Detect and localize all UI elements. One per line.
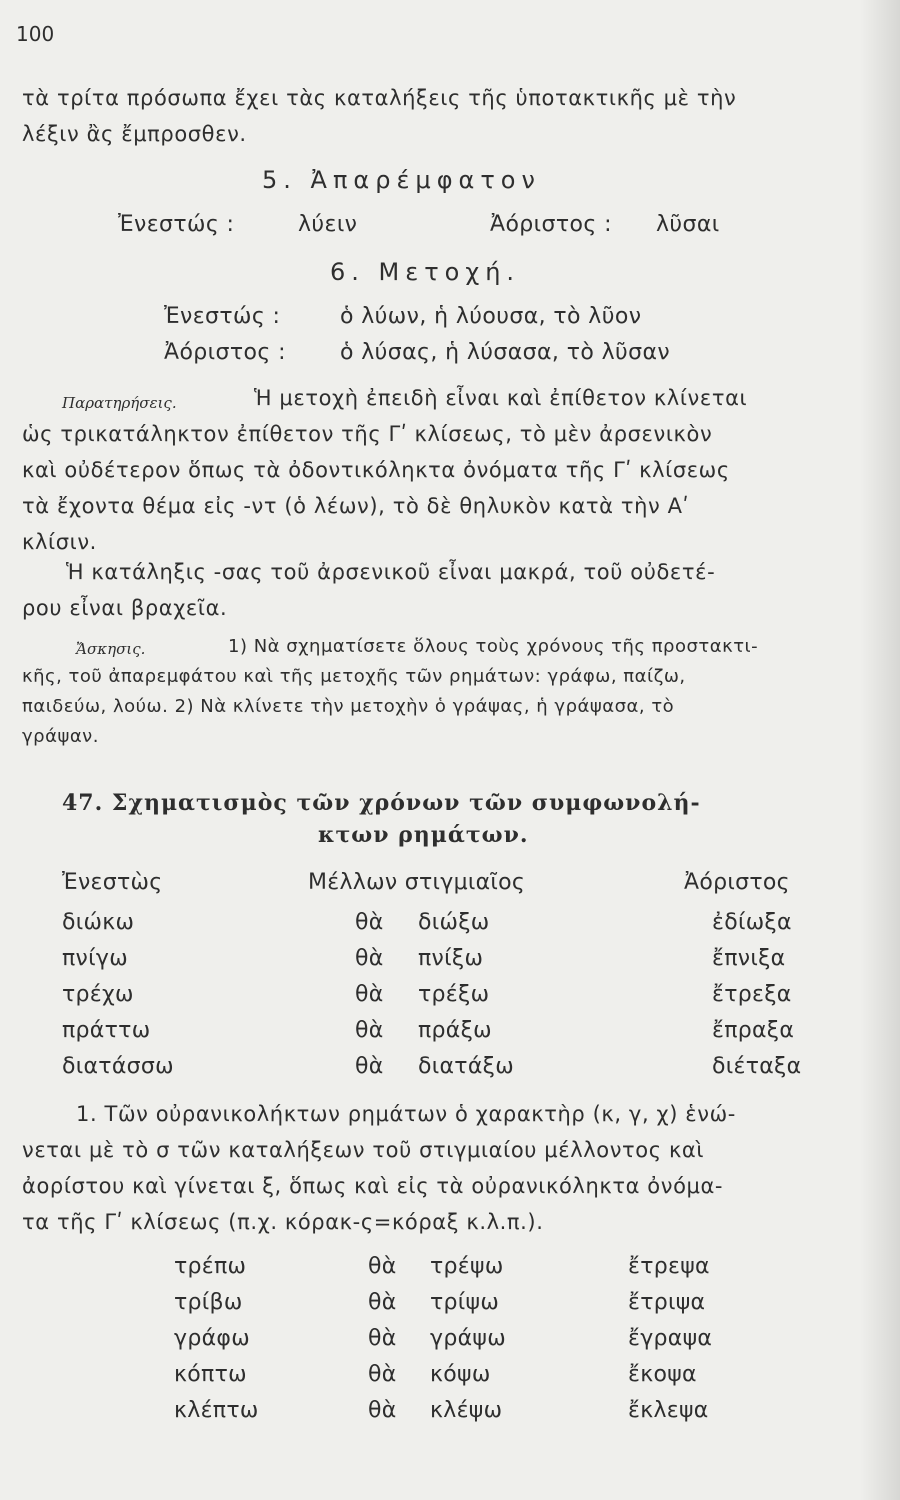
- future-form: διώξω: [418, 910, 490, 935]
- aorist-form: ἔπραξα: [712, 1018, 795, 1043]
- present-form: πνίγω: [62, 946, 128, 971]
- rule1-line-3: ἀορίστου καὶ γίνεται ξ, ὅπως καὶ εἰς τὰ οὐρανικόληκτα ὀνόμα-: [22, 1174, 724, 1198]
- aorist-form: ἔτρεψα: [628, 1254, 710, 1279]
- remarks-line-1: Ἡ μετοχὴ ἐπειδὴ εἶναι καὶ ἐπίθετον κλίνεται: [254, 386, 748, 410]
- exercise-line-2: κῆς, τοῦ ἀπαρεμφάτου καὶ τῆς μετοχῆς τῶν ρημάτων: γράφω, παίζω,: [22, 666, 686, 687]
- exercise-line-4: γράψαν.: [22, 726, 99, 747]
- present-form: κόπτω: [174, 1362, 247, 1387]
- future-form: πράξω: [418, 1018, 492, 1043]
- future-form: διατάξω: [418, 1054, 514, 1079]
- s5-enestos-value: λύειν: [298, 212, 358, 237]
- future-particle: θὰ: [368, 1254, 397, 1279]
- s6-aoristos-value: ὁ λύσας, ἡ λύσασα, τὸ λῦσαν: [340, 340, 671, 365]
- future-form: κλέψω: [430, 1398, 503, 1423]
- s6-enestos-label: Ἐνεστώς :: [164, 304, 281, 329]
- section-47-heading-line-1: 47. Σχηματισμὸς τῶν χρόνων τῶν συμφωνολή-: [62, 790, 701, 816]
- s5-aoristos-label: Ἀόριστος :: [490, 212, 612, 237]
- future-particle: θὰ: [368, 1290, 397, 1315]
- aorist-form: ἔτρεξα: [712, 982, 792, 1007]
- aorist-form: ἔκλεψα: [628, 1398, 709, 1423]
- table1-header-future: Μέλλων στιγμιαῖος: [308, 870, 526, 895]
- remarks-line-5: κλίσιν.: [22, 530, 97, 554]
- s6-enestos-value: ὁ λύων, ἡ λύουσα, τὸ λῦον: [340, 304, 642, 329]
- future-particle: θὰ: [368, 1398, 397, 1423]
- exercise-line-1: 1) Νὰ σχηματίσετε ὅλους τοὺς χρόνους τῆς προστακτι-: [228, 636, 759, 657]
- aorist-form: ἔτριψα: [628, 1290, 706, 1315]
- intro-line-1: τὰ τρίτα πρόσωπα ἔχει τὰς καταλήξεις τῆς ὑποτακτικῆς μὲ τὴν: [22, 86, 737, 110]
- aorist-form: διέταξα: [712, 1054, 802, 1079]
- aorist-form: ἐδίωξα: [712, 910, 792, 935]
- rule1-line-1: 1. Τῶν οὐρανικολήκτων ρημάτων ὁ χαρακτὴρ (κ, γ, χ) ἑνώ-: [76, 1102, 736, 1126]
- present-form: τρέχω: [62, 982, 134, 1007]
- page-number: 100: [16, 22, 55, 46]
- future-form: τρίψω: [430, 1290, 500, 1315]
- future-form: κόψω: [430, 1362, 491, 1387]
- present-form: κλέπτω: [174, 1398, 259, 1423]
- future-particle: θὰ: [355, 1018, 384, 1043]
- remarks-label: Παρατηρήσεις.: [62, 394, 177, 412]
- remarks-line-2: ὡς τρικατάληκτον ἐπίθετον τῆς Γʹ κλίσεως, τὸ μὲν ἀρσενικὸν: [22, 422, 713, 446]
- present-form: διώκω: [62, 910, 135, 935]
- present-form: πράττω: [62, 1018, 151, 1043]
- present-form: διατάσσω: [62, 1054, 174, 1079]
- future-particle: θὰ: [355, 1054, 384, 1079]
- s6-aoristos-label: Ἀόριστος :: [164, 340, 286, 365]
- exercise-line-3: παιδεύω, λούω. 2) Νὰ κλίνετε τὴν μετοχὴν ὁ γράψας, ἡ γράψασα, τὸ: [22, 696, 675, 717]
- s5-aoristos-value: λῦσαι: [656, 212, 720, 237]
- table1-header-aorist: Ἀόριστος: [684, 870, 790, 895]
- table1-header-present: Ἐνεστὼς: [62, 870, 163, 895]
- aorist-form: ἔπνιξα: [712, 946, 786, 971]
- future-particle: θὰ: [355, 910, 384, 935]
- section-47-heading-line-2: κτων ρημάτων.: [318, 822, 529, 848]
- rule1-line-4: τα τῆς Γʹ κλίσεως (π.χ. κόρακ-ς=κόραξ κ.λ.π.).: [22, 1210, 544, 1234]
- future-form: τρέξω: [418, 982, 490, 1007]
- remarks-line-3: καὶ οὐδέτερον ὅπως τὰ ὀδοντικόληκτα ὀνόματα τῆς Γʹ κλίσεως: [22, 458, 730, 482]
- present-form: τρέπω: [174, 1254, 247, 1279]
- future-form: γράψω: [430, 1326, 506, 1351]
- present-form: τρίβω: [174, 1290, 243, 1315]
- future-particle: θὰ: [368, 1326, 397, 1351]
- present-form: γράφω: [174, 1326, 250, 1351]
- future-form: τρέψω: [430, 1254, 504, 1279]
- remarks-line-7: ρου εἶναι βραχεῖα.: [22, 596, 228, 620]
- intro-line-2: λέξιν ἂς ἔμπροσθεν.: [22, 122, 247, 146]
- aorist-form: ἔγραψα: [628, 1326, 713, 1351]
- section-6-title: 6. Μετοχή.: [330, 258, 521, 286]
- rule1-line-2: νεται μὲ τὸ σ τῶν καταλήξεων τοῦ στιγμιαίου μέλλοντος καὶ: [22, 1138, 705, 1162]
- exercise-label: Ἄσκησις.: [76, 640, 146, 658]
- future-particle: θὰ: [368, 1362, 397, 1387]
- future-particle: θὰ: [355, 982, 384, 1007]
- section-5-title: 5. Ἀπαρέμφατον: [262, 166, 541, 194]
- aorist-form: ἔκοψα: [628, 1362, 697, 1387]
- page-edge-shadow: [860, 0, 900, 1500]
- future-particle: θὰ: [355, 946, 384, 971]
- remarks-line-4: τὰ ἔχοντα θέμα εἰς -ντ (ὁ λέων), τὸ δὲ θηλυκὸν κατὰ τὴν Αʹ: [22, 494, 690, 518]
- remarks-line-6: Ἡ κατάληξις -σας τοῦ ἀρσενικοῦ εἶναι μακρά, τοῦ οὐδετέ-: [66, 560, 716, 584]
- s5-enestos-label: Ἐνεστώς :: [118, 212, 235, 237]
- future-form: πνίξω: [418, 946, 484, 971]
